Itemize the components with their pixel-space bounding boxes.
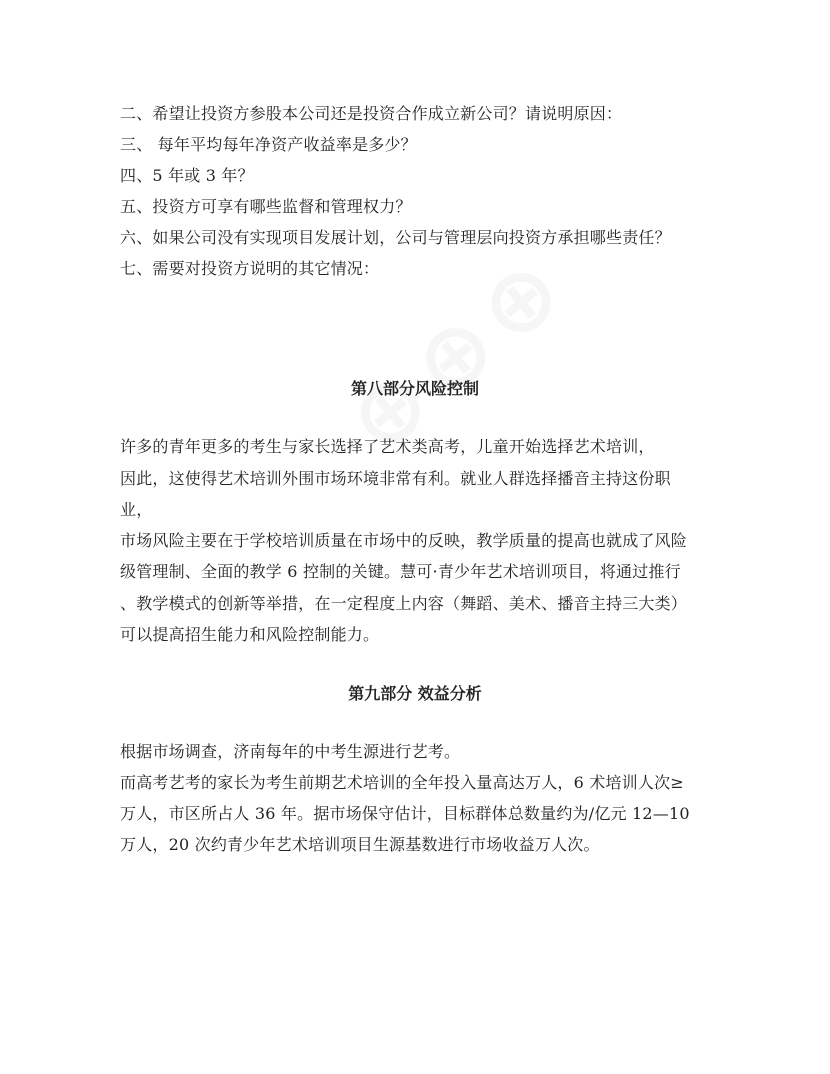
paragraph-line: 根据市场调查，济南每年的中考生源进行艺考。 (120, 742, 461, 761)
section-heading: 第九部分 效益分析 (348, 684, 482, 703)
question-line: 二、希望让投资方参股本公司还是投资合作成立新公司？请说明原因： (120, 104, 623, 123)
paragraph-line: 可以提高招生能力和风险控制能力。 (120, 625, 380, 644)
paragraph-line: 市场风险主要在于学校培训质量在市场中的反映，教学质量的提高也就成了风险 (120, 531, 688, 550)
question-line: 六、如果公司没有实现项目发展计划，公司与管理层向投资方承担哪些责任？ (120, 228, 671, 247)
question-line: 四、5 年或 3 年？ (120, 166, 254, 185)
question-line: 七、需要对投资方说明的其它情况： (120, 259, 380, 278)
question-line: 五、投资方可享有哪些监督和管理权力？ (120, 197, 412, 216)
paragraph-line: 而高考艺考的家长为考生前期艺术培训的全年投入量高达万人，6 术培训人次≥ (120, 773, 684, 792)
question-line: 三、 每年平均每年净资产收益率是多少？ (120, 135, 417, 154)
paragraph-line: 万人，市区所占人 36 年。据市场保守估计，目标群体总数量约为/亿元 12—10 (120, 804, 690, 823)
paragraph-line: 业， (120, 500, 153, 519)
paragraph-line: 许多的青年更多的考生与家长选择了艺术类高考，儿童开始选择艺术培训， (120, 437, 655, 456)
section-heading: 第八部分风险控制 (350, 379, 479, 398)
paragraph-line: 万人，20 次约青少年艺术培训项目生源基数进行市场收益万人次。 (120, 835, 600, 854)
paragraph-line: 因此，这使得艺术培训外围市场环境非常有利。就业人群选择播音主持这份职 (120, 469, 671, 488)
paragraph-line: 级管理制、全面的教学 6 控制的关键。慧可·青少年艺术培训项目，将通过推行 (120, 562, 681, 581)
paragraph-line: 、教学模式的创新等举措，在一定程度上内容（舞蹈、美术、播音主持三大类） (120, 594, 688, 613)
